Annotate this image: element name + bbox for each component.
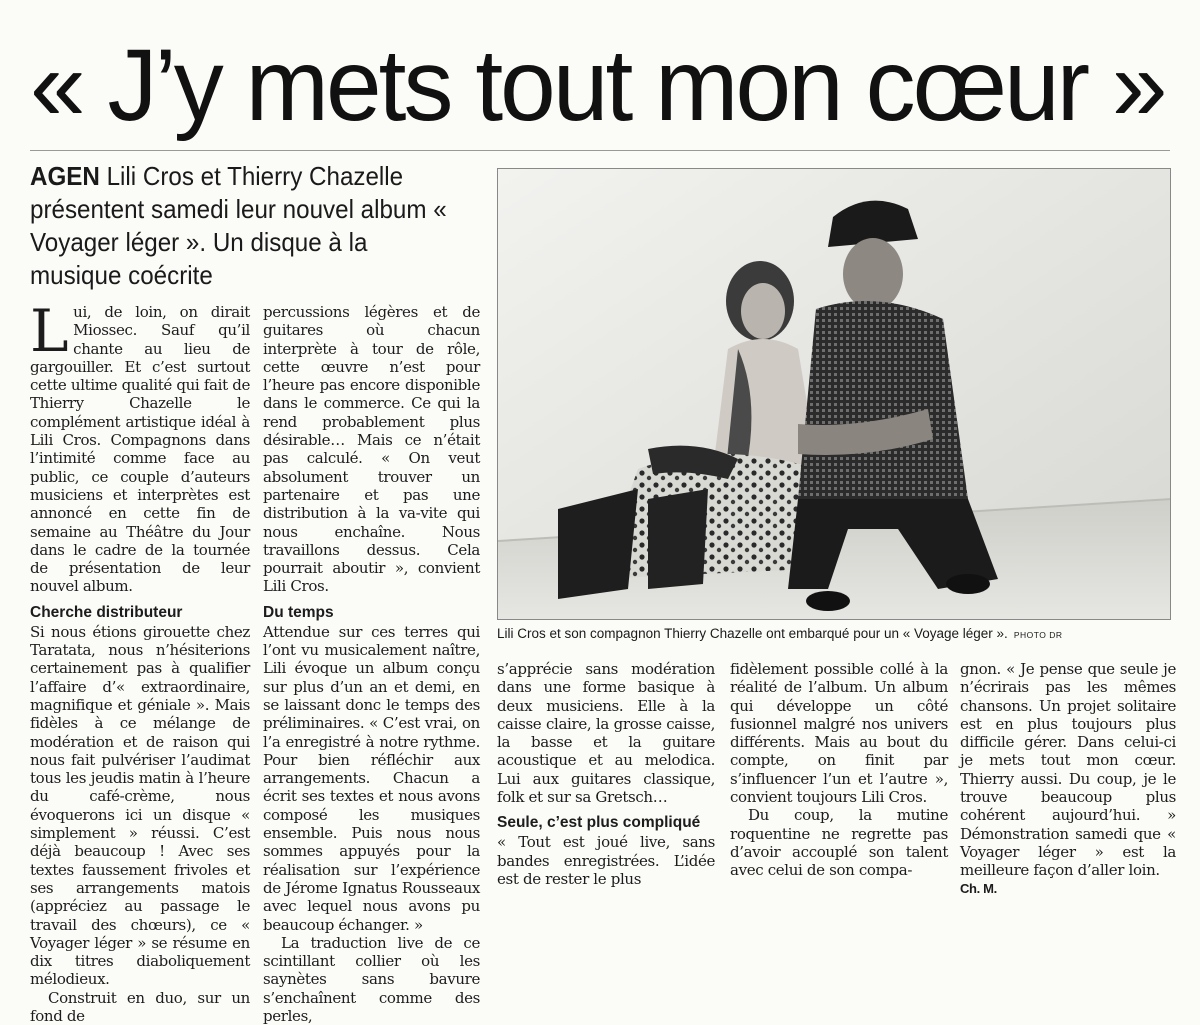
subhead-cherche-distributeur: Cherche distributeur <box>30 603 183 621</box>
lead-kicker: AGEN <box>30 161 100 191</box>
body-paragraph: fidèlement possible collé à la réalité de l’album. Un album qui développe un côté fusionnel malgré nos univers différents. Mais au bout du compte, on finit par s’influencer l’un et l’autre », convient toujours Lili Cros. <box>730 660 948 807</box>
headline: « J’y mets tout mon cœur » <box>30 28 1165 142</box>
drop-cap: L <box>30 297 69 365</box>
subhead-seule: Seule, c’est plus compliqué <box>497 814 701 832</box>
lead-paragraph <box>30 160 449 292</box>
body-paragraph: s’apprécie sans modération dans une forme basique à deux musiciens. Elle à la caisse claire, la grosse caisse, la basse et la guitare acoustique et au melodica. Lui aux guitares classique, folk et sur sa Gretsch… <box>497 660 715 807</box>
intro-paragraph <box>30 297 250 596</box>
intro-text: ui, de loin, on dirait Miossec. Sauf qu’il chante au lieu de gargouiller. Et c’est surtout cette ultime qualité qui fait de Thierry Chazelle le complément artistique idéal à Lili Cros. Compagnons dans l’intimité comme face au public, ce couple d’auteurs musiciens et interprètes est annoncé en cette fin de semaine au Théâtre du Jour dans le cadre de la tournée de présentation de leur nouvel album. <box>30 303 250 596</box>
body-paragraph: « Tout est joué live, sans bandes enregistrées. L’idée est de rester le plus <box>497 833 715 888</box>
author-signature: Ch. M. <box>960 880 997 896</box>
body-paragraph: Si nous étions girouette chez Taratata, nous n’hésiterions certainement pas à qualifier l’affaire d’« extraordinaire, magnifique et géniale ». Mais fidèles à ce mélange de modération et de raison qui nous fait pulvériser l’audimat tous les jeudis matin à l’heure du café-crème, nous évoquerons ici un disque « simplement » réussi. C’est déjà beaucoup ! Avec ses textes faussement frivoles et ses arrangements matois (appréciez au passage le travail des chœurs), ce « Voyager léger » se résume en dix titres diaboliquement mélodieux. <box>30 622 250 989</box>
body-paragraph: Construit en duo, sur un fond de <box>30 988 250 1025</box>
headline-rule <box>30 150 1170 151</box>
article-column-4 <box>730 660 948 880</box>
body-paragraph: Du coup, la mutine roquentine ne regrette pas d’avoir accouplé son talent avec celui de son compa- <box>730 806 948 880</box>
photo-illustration <box>498 169 1171 620</box>
article-column-3 <box>497 660 715 888</box>
body-paragraph: Attendue sur ces terres qui l’ont vu musicalement naître, Lili évoque un album conçu sur plus d’un an et demi, en se laissant donc le temps des préliminaires. « C’est vrai, on l’a enregistré à notre rythme. Pour bien réfléchir aux arrangements. Chacun a écrit ses textes et nous avons composé les musiques ensemble. Puis nous nous sommes appuyés pour la réalisation sur l’expérience de Jérome Ignatus Rousseaux avec lequel nous avons pu beaucoup échanger. » <box>263 622 480 934</box>
body-paragraph: percussions légères et de guitares où chacun interprète à tour de rôle, cette œuvre n’est pour l’heure pas encore disponible dans le commerce. Ce qui la rend probablement plus désirable… Mais ce n’était pas calculé. « On veut absolument trouver un partenaire et pas une distribution à la va-vite qui nous enchaîne. Nous travaillons dessus. Cela pourrait aboutir », convient Lili Cros. <box>263 303 480 596</box>
article-column-2 <box>263 303 480 1025</box>
article-photo <box>497 168 1171 620</box>
photo-caption <box>497 624 1171 646</box>
body-paragraph: gnon. « Je pense que seule je n’écrirais pas les mêmes chansons. Un projet solitaire est en plus toujours plus difficile gérer. Dans celui-ci je mets tout mon cœur. Thierry aussi. Du coup, je le trouve beaucoup plus cohérent aujourd’hui. » Démonstration samedi que « Voyager léger » est la meilleure façon d’aller loin. <box>960 660 1176 880</box>
body-paragraph: La traduction live de ce scintillant collier où les saynètes sans bavure s’enchaînent comme des perles, <box>263 933 480 1025</box>
photo-credit: PHOTO DR <box>1013 630 1063 640</box>
lead-text: Lili Cros et Thierry Chazelle présentent samedi leur nouvel album « Voyager léger ». Un disque à la musique coécrite <box>30 161 447 290</box>
article-column-5 <box>960 660 1176 898</box>
caption-text: Lili Cros et son compagnon Thierry Chazelle ont embarqué pour un « Voyage léger ». <box>497 626 1008 641</box>
article-column-1 <box>30 297 250 1025</box>
subhead-du-temps: Du temps <box>263 603 334 621</box>
